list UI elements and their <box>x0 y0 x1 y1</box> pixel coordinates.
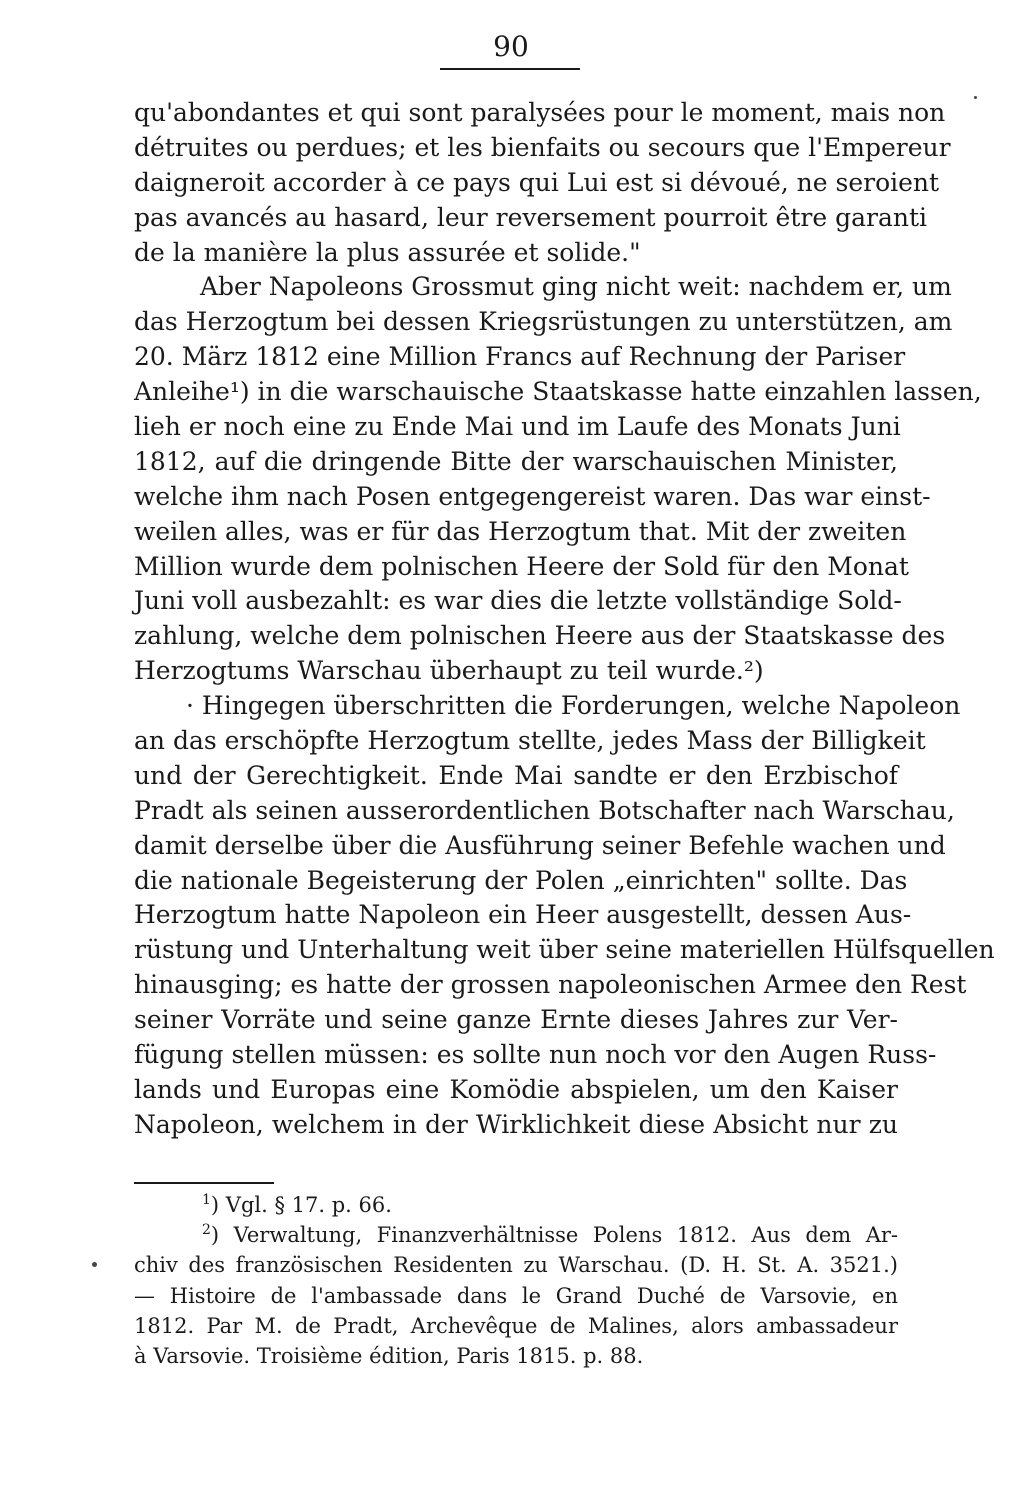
text-line: Aber Napoleons Grossmut ging nicht weit: nachdem er, um <box>200 272 952 302</box>
text-line: de la manière la plus assurée et solide." <box>134 237 641 267</box>
text-line: welche ihm nach Posen entgegengereist waren. Das war einst- <box>134 481 931 511</box>
text-line: daigneroit accorder à ce pays qui Lui est si dévoué, ne seroient <box>134 167 940 197</box>
text-line: lieh er noch eine zu Ende Mai und im Laufe des Monats Juni <box>134 412 901 442</box>
footnote-marker: 1 <box>202 1192 211 1208</box>
text-line: Million wurde dem polnischen Heere der Sold für den Monat <box>134 551 909 581</box>
text-line: Anleihe¹) in die warschauische Staatskasse hatte einzahlen lassen, <box>134 377 982 407</box>
text-line: zahlung, welche dem polnischen Heere aus der Staatskasse des <box>134 621 946 651</box>
text-line: Napoleon, welchem in der Wirklichkeit diese Absicht nur zu <box>134 1109 898 1139</box>
body-text <box>134 96 995 1143</box>
text-line: lands und Europas eine Komödie abspielen, um den Kaiser <box>134 1074 898 1104</box>
page-number-rule <box>440 68 580 70</box>
footnote-text-line: à Varsovie. Troisième édition, Paris 1815. p. 88. <box>134 1343 644 1368</box>
page-number: 90 <box>493 30 529 63</box>
footnote-text-line: 1812. Par M. de Pradt, Archevêque de Malines, alors ambassadeur <box>134 1313 898 1338</box>
text-line: Juni voll ausbezahlt: es war dies die letzte vollständige Sold- <box>134 586 902 616</box>
footnote-text: Verwaltung, Finanzverhältnisse Polens 1812. Aus dem Ar- <box>233 1223 898 1248</box>
footnote-text-line: — Histoire de l'ambassade dans le Grand Duché de Varsovie, en <box>134 1283 898 1308</box>
text-line: weilen alles, was er für das Herzogtum that. Mit der zweiten <box>134 516 907 546</box>
scan-speck <box>974 96 977 99</box>
footnote-rule <box>134 1182 274 1184</box>
footnote-2: $^2$) Verwaltung, Finanzverhältnisse Polens 1812. Aus dem Ar- <box>202 1222 898 1248</box>
text-line: seiner Vorräte und seine ganze Ernte dieses Jahres zur Ver- <box>134 1005 898 1035</box>
text-line: pas avancés au hasard, leur reversement pourroit être garanti <box>134 202 927 232</box>
text-line: · Hingegen überschritten die Forderungen, welche Napoleon <box>186 691 961 721</box>
text-line: rüstung und Unterhaltung weit über seine materiellen Hülfsquellen <box>134 935 995 965</box>
text-line: qu'abondantes et qui sont paralysées pour le moment, mais non <box>134 98 946 127</box>
text-line: hinausging; es hatte der grossen napoleonischen Armee den Rest <box>134 970 967 1000</box>
text-line: 20. März 1812 eine Million Francs auf Rechnung der Pariser <box>134 342 906 372</box>
footnote-text: Vgl. § 17. p. 66. <box>225 1193 392 1217</box>
footnotes <box>134 1190 898 1371</box>
text-line: an das erschöpfte Herzogtum stellte, jedes Mass der Billigkeit <box>134 726 926 756</box>
text-line: Herzogtum hatte Napoleon ein Heer ausgestellt, dessen Aus- <box>134 900 912 930</box>
text-line: das Herzogtum bei dessen Kriegsrüstungen zu unterstützen, am <box>134 307 953 337</box>
text-line: détruites ou perdues; et les bienfaits ou secours que l'Empereur <box>134 132 951 162</box>
text-line: fügung stellen müssen: es sollte nun noch vor den Augen Russ- <box>134 1040 937 1070</box>
text-line: die nationale Begeisterung der Polen „einrichten" sollte. Das <box>134 865 908 895</box>
scan-speck <box>92 1262 97 1267</box>
text-line: und der Gerechtigkeit. Ende Mai sandte er den Erzbischof <box>134 760 898 790</box>
footnote-marker: 2 <box>202 1222 211 1239</box>
text-line: damit derselbe über die Ausführung seiner Befehle wachen und <box>134 830 946 860</box>
text-line: Herzogtums Warschau überhaupt zu teil wurde.²) <box>134 656 764 686</box>
footnote-text-line: chiv des französischen Residenten zu Warschau. (D. H. St. A. 3521.) <box>134 1253 898 1278</box>
footnote-1: $^1$) Vgl. § 17. p. 66. <box>202 1192 392 1217</box>
text-line: Pradt als seinen ausserordentlichen Botschafter nach Warschau, <box>134 795 955 825</box>
text-line: 1812, auf die dringende Bitte der warschauischen Minister, <box>134 446 898 476</box>
